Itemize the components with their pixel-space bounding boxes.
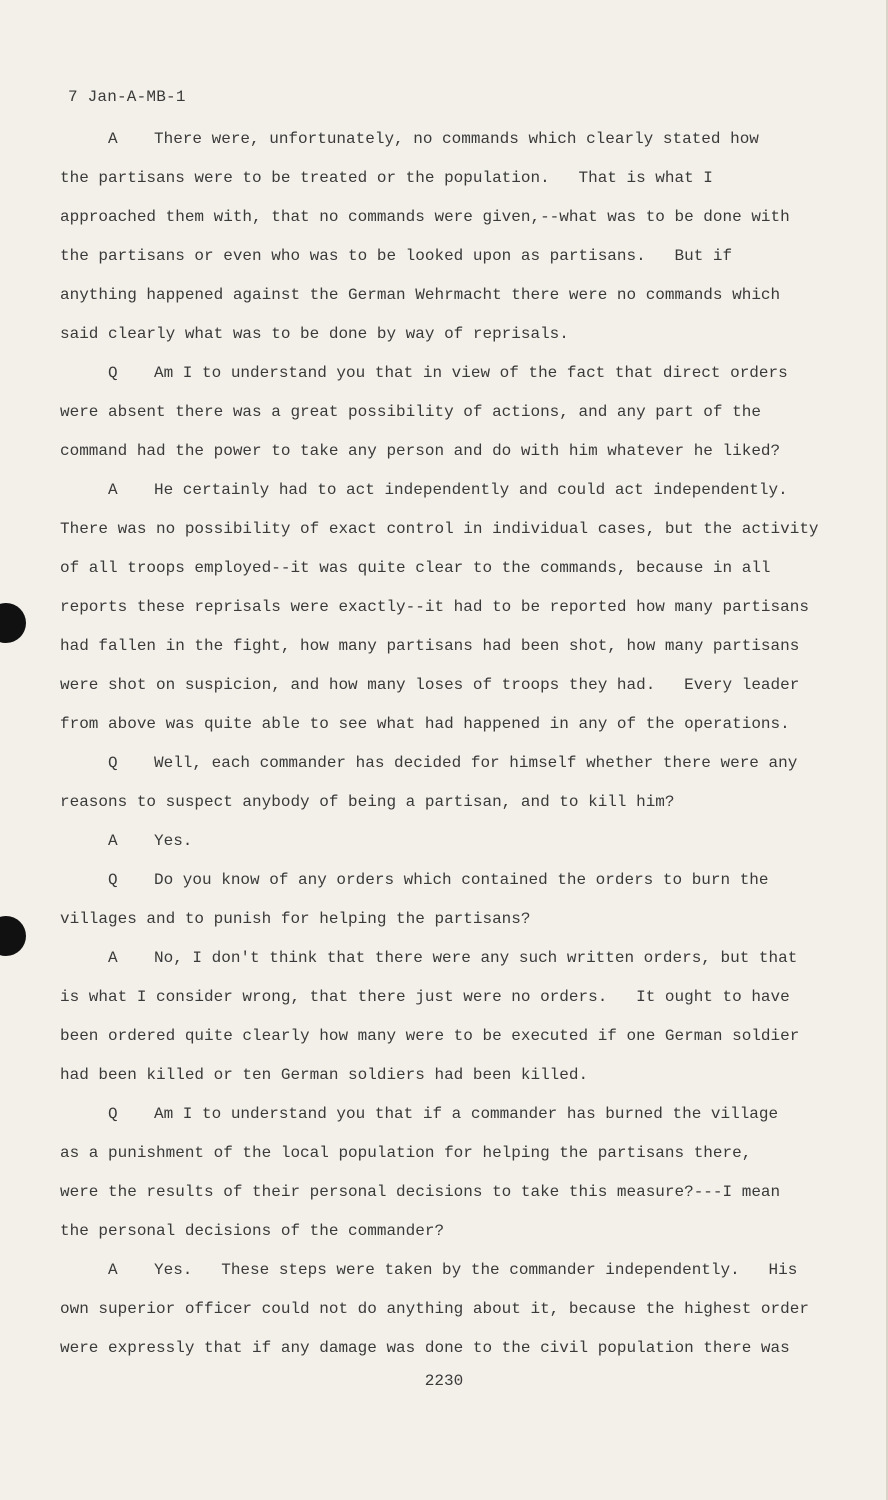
paragraph-line bbox=[60, 1212, 830, 1251]
paragraph-line bbox=[60, 588, 830, 627]
transcript-paragraph bbox=[60, 861, 830, 939]
paragraph-line bbox=[60, 978, 830, 1017]
line-text: were expressly that if any damage was done to the civil population there was bbox=[60, 1339, 790, 1357]
line-text: of all troops employed--it was quite clear to the commands, because in all bbox=[60, 559, 771, 577]
line-text: No, I don't think that there were any such written orders, but that bbox=[154, 949, 798, 967]
transcript-paragraph bbox=[60, 1251, 830, 1368]
speaker-label: Q bbox=[108, 754, 118, 772]
paragraph-first-line bbox=[60, 120, 830, 159]
paragraph-line bbox=[60, 510, 830, 549]
line-text: the personal decisions of the commander? bbox=[60, 1222, 445, 1240]
line-text: were shot on suspicion, and how many loses of troops they had. Every leader bbox=[60, 676, 800, 694]
paragraph-line bbox=[60, 432, 830, 471]
line-text: own superior officer could not do anything about it, because the highest order bbox=[60, 1300, 809, 1318]
paragraph-line bbox=[60, 393, 830, 432]
page-number: 2230 bbox=[424, 1372, 464, 1390]
line-text: Yes. These steps were taken by the commander independently. His bbox=[154, 1261, 798, 1279]
speaker-label: A bbox=[108, 832, 118, 850]
paragraph-line bbox=[60, 705, 830, 744]
paragraph-line bbox=[60, 315, 830, 354]
paragraph-line bbox=[60, 276, 830, 315]
line-text: is what I consider wrong, that there just were no orders. It ought to have bbox=[60, 988, 790, 1006]
speaker-label: Q bbox=[108, 1105, 118, 1123]
transcript-paragraph bbox=[60, 744, 830, 822]
line-text: Am I to understand you that if a commander has burned the village bbox=[154, 1105, 779, 1123]
line-text: There was no possibility of exact control in individual cases, but the activity bbox=[60, 520, 819, 538]
speaker-label: A bbox=[108, 130, 118, 148]
line-text: anything happened against the German Wehrmacht there were no commands which bbox=[60, 286, 781, 304]
line-text: had fallen in the fight, how many partisans had been shot, how many partisans bbox=[60, 637, 800, 655]
transcript-paragraph bbox=[60, 939, 830, 1095]
paragraph-first-line bbox=[60, 861, 830, 900]
line-text: Am I to understand you that in view of the fact that direct orders bbox=[154, 364, 788, 382]
line-text: Yes. bbox=[154, 832, 193, 850]
line-text: villages and to punish for helping the partisans? bbox=[60, 910, 531, 928]
transcript-paragraph bbox=[60, 822, 830, 861]
transcript-paragraph bbox=[60, 354, 830, 471]
speaker-label: Q bbox=[108, 871, 118, 889]
paragraph-line bbox=[60, 1173, 830, 1212]
paragraph-line bbox=[60, 1290, 830, 1329]
speaker-label: A bbox=[108, 949, 118, 967]
transcript-paragraph bbox=[60, 471, 830, 744]
paragraph-first-line bbox=[60, 471, 830, 510]
transcript-paragraph bbox=[60, 1095, 830, 1251]
line-text: He certainly had to act independently and could act independently. bbox=[154, 481, 788, 499]
paragraph-line bbox=[60, 1134, 830, 1173]
line-text: as a punishment of the local population for helping the partisans there, bbox=[60, 1144, 752, 1162]
line-text: the partisans were to be treated or the population. That is what I bbox=[60, 169, 713, 187]
transcript-paragraph bbox=[60, 120, 830, 354]
paragraph-first-line bbox=[60, 354, 830, 393]
speaker-label: A bbox=[108, 481, 118, 499]
paragraph-line bbox=[60, 1329, 830, 1368]
paragraph-line bbox=[60, 900, 830, 939]
paragraph-line bbox=[60, 198, 830, 237]
paragraph-line bbox=[60, 783, 830, 822]
line-text: been ordered quite clearly how many were to be executed if one German soldier bbox=[60, 1027, 800, 1045]
speaker-label: A bbox=[108, 1261, 118, 1279]
paragraph-line bbox=[60, 237, 830, 276]
paragraph-first-line bbox=[60, 1095, 830, 1134]
line-text: were absent there was a great possibility of actions, and any part of the bbox=[60, 403, 761, 421]
paragraph-line bbox=[60, 159, 830, 198]
paragraph-line bbox=[60, 627, 830, 666]
line-text: from above was quite able to see what had happened in any of the operations. bbox=[60, 715, 790, 733]
transcript-body bbox=[60, 120, 830, 1368]
line-text: approached them with, that no commands were given,--what was to be done with bbox=[60, 208, 790, 226]
paragraph-first-line bbox=[60, 822, 830, 861]
paragraph-first-line bbox=[60, 744, 830, 783]
paragraph-line bbox=[60, 1017, 830, 1056]
paragraph-line bbox=[60, 666, 830, 705]
line-text: were the results of their personal decisions to take this measure?---I mean bbox=[60, 1183, 781, 1201]
line-text: reports these reprisals were exactly--it had to be reported how many partisans bbox=[60, 598, 809, 616]
paragraph-first-line bbox=[60, 1251, 830, 1290]
line-text: reasons to suspect anybody of being a partisan, and to kill him? bbox=[60, 793, 675, 811]
speaker-label: Q bbox=[108, 364, 118, 382]
paragraph-line bbox=[60, 1056, 830, 1095]
line-text: said clearly what was to be done by way of reprisals. bbox=[60, 325, 569, 343]
line-text: command had the power to take any person and do with him whatever he liked? bbox=[60, 442, 781, 460]
binder-hole bbox=[0, 603, 26, 643]
document-header: 7 Jan-A-MB-1 bbox=[68, 88, 186, 106]
line-text: There were, unfortunately, no commands which clearly stated how bbox=[154, 130, 759, 148]
line-text: Well, each commander has decided for himself whether there were any bbox=[154, 754, 798, 772]
line-text: Do you know of any orders which contained the orders to burn the bbox=[154, 871, 769, 889]
paragraph-line bbox=[60, 549, 830, 588]
line-text: the partisans or even who was to be looked upon as partisans. But if bbox=[60, 247, 733, 265]
line-text: had been killed or ten German soldiers had been killed. bbox=[60, 1066, 589, 1084]
binder-hole bbox=[0, 916, 26, 956]
paragraph-first-line bbox=[60, 939, 830, 978]
